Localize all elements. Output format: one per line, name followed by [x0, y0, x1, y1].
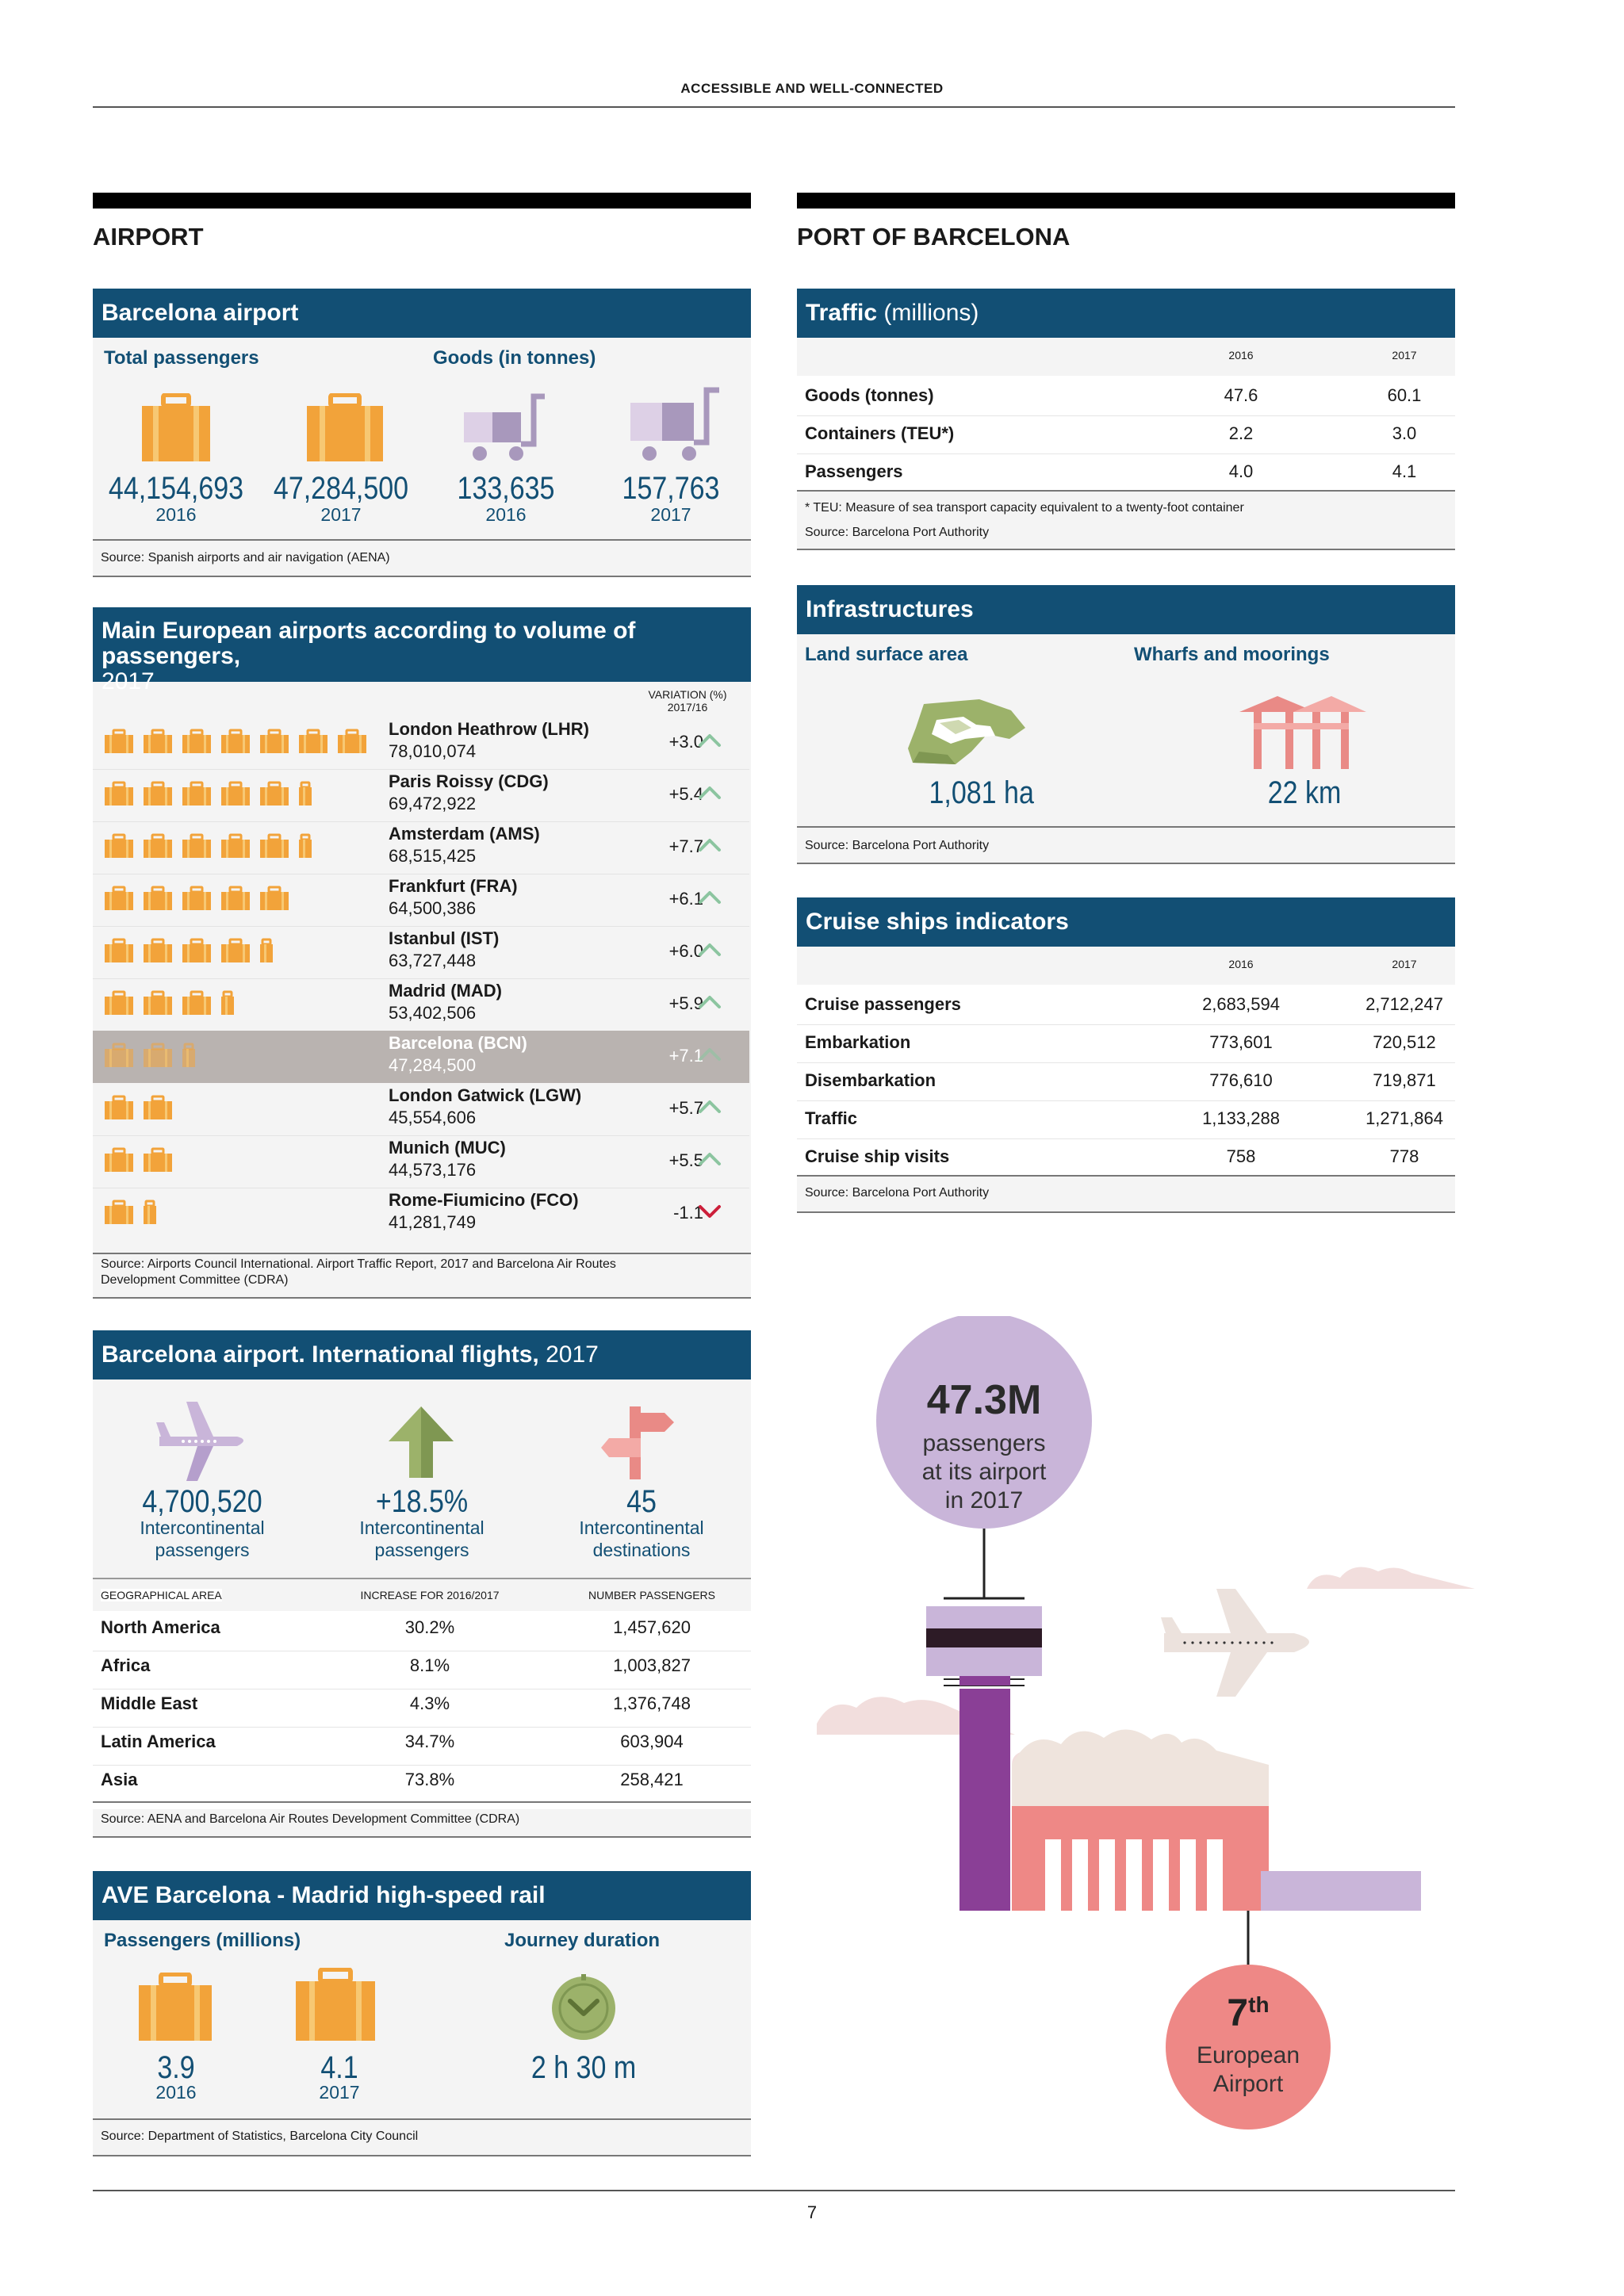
- column-header-passengers: NUMBER PASSENGERS: [588, 1589, 715, 1601]
- bubble-line: at its airport: [921, 1459, 1047, 1485]
- goods-2017-value: 157,763: [622, 471, 720, 506]
- traffic-2016: 47.6: [1224, 385, 1258, 405]
- suitcase-icon: [143, 781, 173, 806]
- suitcase-icon: [104, 1200, 134, 1225]
- cruise-panel: [797, 897, 1455, 1213]
- airport-name: Paris Roissy (CDG): [389, 771, 549, 791]
- goods-label: Goods (in tonnes): [433, 347, 596, 369]
- intercontinental-growth-value: +18.5%: [375, 1484, 469, 1519]
- area-passengers: 603,904: [620, 1732, 684, 1751]
- airport-row: [93, 769, 749, 821]
- row-divider: [797, 415, 1455, 416]
- divider: [93, 2118, 751, 2120]
- barcelona-airport-panel: [93, 289, 751, 577]
- cruise-2016: 1,133,288: [1202, 1108, 1280, 1128]
- port-map-icon: [908, 696, 1027, 767]
- airport-name: Rome-Fiumicino (FCO): [389, 1190, 579, 1210]
- area-passengers: 1,003,827: [613, 1655, 691, 1675]
- airport-name: London Heathrow (LHR): [389, 719, 589, 739]
- row-divider: [797, 1024, 1455, 1025]
- suitcase-icon: [220, 938, 251, 963]
- port-traffic-panel: [797, 289, 1455, 550]
- trend-up-icon: [694, 1042, 726, 1067]
- bubble-line: in 2017: [944, 1487, 1024, 1513]
- source-note: Source: Spanish airports and air navigation (AENA): [101, 551, 390, 564]
- source-note: Source: Barcelona Port Authority: [805, 1186, 990, 1200]
- rank-number: [1166, 1992, 1331, 2035]
- trend-up-icon: [694, 989, 726, 1015]
- trend-up-icon: [694, 1146, 726, 1172]
- suitcase-icon: [104, 990, 134, 1016]
- row-divider: [93, 769, 749, 770]
- row-divider: [797, 453, 1455, 454]
- airport-passengers: 44,573,176: [389, 1160, 477, 1180]
- divider: [93, 1578, 751, 1579]
- journey-duration-value: 2 h 30 m: [530, 2050, 637, 2085]
- intercontinental-destinations-value: 45: [626, 1484, 657, 1519]
- goods-2017-year: 2017: [650, 504, 691, 525]
- suitcase-icon: [182, 833, 212, 859]
- traffic-label: Containers (TEU*): [805, 423, 955, 443]
- suitcase-icon: [259, 781, 289, 806]
- traffic-2017: 4.1: [1392, 461, 1417, 481]
- row-divider: [93, 1135, 749, 1136]
- stat-label: Intercontinental: [579, 1517, 704, 1538]
- cruise-2017: 719,871: [1373, 1070, 1436, 1090]
- ave-rail-panel: [93, 1871, 751, 2156]
- airport-row: [93, 978, 749, 1031]
- section-title-airport: AIRPORT: [93, 223, 204, 251]
- suitcase-icon: [259, 938, 274, 963]
- suitcase-icon: [143, 938, 173, 963]
- panel-title: Infrastructures: [797, 585, 1455, 634]
- suitcase-icon: [104, 781, 134, 806]
- airport-variation: +5.4: [668, 784, 703, 804]
- area-name: North America: [101, 1617, 220, 1637]
- year-header-2017: 2017: [1392, 349, 1417, 362]
- suitcase-icon: [104, 833, 134, 859]
- suitcase-icon: [143, 886, 173, 911]
- running-head: ACCESSIBLE AND WELL-CONNECTED: [680, 81, 944, 96]
- suitcase-icon: [140, 393, 212, 463]
- suitcase-icon: [220, 729, 251, 754]
- cruise-2017: 1,271,864: [1365, 1108, 1443, 1128]
- stat-label: destinations: [592, 1540, 691, 1560]
- airport-variation: +3.0: [668, 732, 703, 752]
- suitcase-icon: [220, 833, 251, 859]
- passengers-millions-label: Passengers (millions): [104, 1930, 301, 1951]
- wharfs-value: 22 km: [1267, 775, 1342, 810]
- suitcase-icon: [220, 781, 251, 806]
- row-divider: [93, 1765, 751, 1766]
- airport-variation: +5.7: [668, 1098, 703, 1118]
- source-note: Source: AENA and Barcelona Air Routes Development Committee (CDRA): [101, 1812, 520, 1826]
- rail-passengers-2017-value: 4.1: [320, 2050, 358, 2085]
- suitcase-icon: [104, 1147, 134, 1173]
- airport-passengers: 78,010,074: [389, 741, 477, 761]
- suitcase-icon: [137, 1973, 213, 2042]
- suitcase-icon: [143, 1147, 173, 1173]
- area-increase: 34.7%: [404, 1732, 455, 1751]
- panel-title: Barcelona airport: [93, 289, 751, 338]
- cruise-label: Cruise passengers: [805, 994, 961, 1014]
- trend-up-icon: [694, 832, 726, 858]
- footnote: * TEU: Measure of sea transport capacity equivalent to a twenty-foot container: [805, 501, 1244, 515]
- airport-passengers: 45,554,606: [389, 1108, 477, 1127]
- rail-passengers-2016-year: 2016: [155, 2082, 197, 2103]
- source-note-cont: Development Committee (CDRA): [101, 1273, 289, 1287]
- journey-duration-label: Journey duration: [504, 1930, 661, 1951]
- airport-row: [93, 874, 749, 926]
- bubble-value: 47.3M: [926, 1377, 1042, 1423]
- row-divider: [93, 978, 749, 979]
- airport-name: London Gatwick (LGW): [389, 1085, 582, 1105]
- source-note: Source: Airports Council International. Airport Traffic Report, 2017 and Barcelona Air Routes: [101, 1257, 616, 1271]
- suitcase-icon: [182, 1043, 196, 1068]
- suitcase-icon: [182, 990, 212, 1016]
- cruise-label: Traffic: [805, 1108, 858, 1128]
- suitcase-icon: [143, 729, 173, 754]
- stat-label: passengers: [155, 1540, 250, 1560]
- passengers-2017-year: 2017: [320, 504, 362, 525]
- airport-variation: +7.7: [668, 836, 703, 856]
- airport-variation: +5.5: [668, 1150, 703, 1170]
- cruise-label: Cruise ship visits: [805, 1146, 950, 1166]
- trend-down-icon: [694, 1199, 726, 1224]
- year-header-2017: 2017: [1392, 958, 1417, 970]
- trend-up-icon: [694, 1094, 726, 1119]
- rail-passengers-2016-value: 3.9: [157, 2050, 195, 2085]
- airport-row: [93, 821, 749, 874]
- airport-passengers: 63,727,448: [389, 951, 477, 970]
- suitcase-icon: [298, 781, 312, 806]
- airport-row: [93, 1135, 749, 1188]
- cruise-label: Embarkation: [805, 1032, 911, 1052]
- airport-row: [93, 1031, 749, 1083]
- stat-label: Intercontinental: [359, 1517, 485, 1538]
- trend-up-icon: [694, 885, 726, 910]
- airport-name: Frankfurt (FRA): [389, 876, 518, 896]
- area-name: Middle East: [101, 1693, 198, 1713]
- source-note: Source: Barcelona Port Authority: [805, 526, 990, 539]
- section-bar-port: [797, 193, 1455, 209]
- wharfs-label: Wharfs and moorings: [1134, 644, 1330, 665]
- suitcase-icon: [104, 938, 134, 963]
- trend-up-icon: [694, 728, 726, 753]
- cruise-2017: 720,512: [1373, 1032, 1436, 1052]
- signpost-icon: [601, 1403, 674, 1481]
- traffic-label: Goods (tonnes): [805, 385, 934, 405]
- row-divider: [797, 1062, 1455, 1063]
- airport-passengers: 53,402,506: [389, 1003, 477, 1023]
- panel-title-year: 2017: [102, 668, 155, 695]
- suitcase-icon: [298, 833, 312, 859]
- airport-name: Madrid (MAD): [389, 981, 502, 1001]
- area-passengers: 1,376,748: [613, 1693, 691, 1713]
- area-passengers: 1,457,620: [613, 1617, 691, 1637]
- cruise-2016: 2,683,594: [1202, 994, 1280, 1014]
- divider: [93, 539, 751, 541]
- airport-passengers: 68,515,425: [389, 846, 477, 866]
- area-increase: 30.2%: [404, 1617, 455, 1637]
- suitcase-icon: [337, 729, 367, 754]
- source-note: Source: Department of Statistics, Barcelona City Council: [101, 2130, 419, 2143]
- cargo-trolley-icon: [462, 390, 550, 461]
- suitcase-icon: [259, 886, 289, 911]
- up-arrow-icon: [387, 1405, 455, 1479]
- suitcase-icon: [220, 990, 235, 1016]
- panel-title-bold: Traffic: [806, 300, 878, 326]
- suitcase-icon: [143, 990, 173, 1016]
- airport-row: [93, 1188, 749, 1240]
- divider: [93, 1253, 751, 1254]
- row-divider: [93, 1727, 751, 1728]
- panel-title: Cruise ships indicators: [797, 897, 1455, 947]
- airport-passengers: 64,500,386: [389, 898, 477, 918]
- cruise-2016: 773,601: [1209, 1032, 1273, 1052]
- airport-variation: +6.1: [668, 889, 703, 909]
- airport-passengers: 47,284,500: [389, 1055, 477, 1075]
- airport-row: [93, 1083, 749, 1135]
- header-rule: [93, 106, 1455, 108]
- trend-up-icon: [694, 780, 726, 806]
- variation-header-period: 2017/16: [667, 701, 708, 714]
- cloud-shape: [1307, 1567, 1475, 1589]
- cargo-trolley-icon: [629, 384, 724, 463]
- suitcase-icon: [104, 1095, 134, 1120]
- land-surface-value: 1,081 ha: [929, 775, 1034, 810]
- traffic-2017: 60.1: [1387, 385, 1422, 405]
- source-note: Source: Barcelona Port Authority: [805, 839, 990, 852]
- cruise-2016: 776,610: [1209, 1070, 1273, 1090]
- suitcase-icon: [182, 886, 212, 911]
- rail-passengers-2017-year: 2017: [319, 2082, 360, 2103]
- traffic-2016: 4.0: [1228, 461, 1254, 481]
- divider: [797, 826, 1455, 828]
- area-increase: 8.1%: [409, 1655, 450, 1675]
- suitcase-icon: [143, 1095, 173, 1120]
- airport-name: Istanbul (IST): [389, 928, 500, 948]
- airport-variation: +7.1: [668, 1046, 703, 1066]
- section-bar-airport: [93, 193, 751, 209]
- airport-row: [93, 717, 749, 769]
- area-passengers: 258,421: [620, 1770, 684, 1789]
- row-divider: [93, 926, 749, 927]
- trend-up-icon: [694, 937, 726, 962]
- rank-line: Airport: [1212, 2071, 1284, 2097]
- traffic-2016: 2.2: [1228, 423, 1254, 443]
- airport-name: Barcelona (BCN): [389, 1033, 527, 1053]
- terminal-building: [1012, 1729, 1421, 1911]
- traffic-2017: 3.0: [1392, 423, 1417, 443]
- passengers-2017-value: 47,284,500: [273, 471, 409, 506]
- variation-header: VARIATION (%): [648, 688, 727, 701]
- divider: [93, 1801, 751, 1803]
- infrastructures-panel: [797, 585, 1455, 864]
- suitcase-icon: [305, 393, 385, 463]
- stat-label: Intercontinental: [140, 1517, 265, 1538]
- column-header-area: GEOGRAPHICAL AREA: [101, 1589, 222, 1601]
- cruise-2017: 778: [1389, 1146, 1419, 1166]
- suitcase-icon: [298, 729, 328, 754]
- area-increase: 4.3%: [409, 1693, 450, 1713]
- airport-passengers: 41,281,749: [389, 1212, 477, 1232]
- passengers-2016-year: 2016: [155, 504, 197, 525]
- year-header-2016: 2016: [1228, 349, 1254, 362]
- airport-passengers: 69,472,922: [389, 794, 477, 813]
- intercontinental-passengers-value: 4,700,520: [142, 1484, 262, 1519]
- row-divider: [797, 1138, 1455, 1139]
- area-name: Latin America: [101, 1732, 216, 1751]
- panel-title-bold: Main European airports according to volume of passengers,: [102, 618, 636, 669]
- rank-line: European: [1196, 2042, 1300, 2068]
- suitcase-icon: [104, 729, 134, 754]
- stat-label: passengers: [374, 1540, 469, 1560]
- suitcase-icon: [143, 1200, 157, 1225]
- land-surface-label: Land surface area: [805, 644, 968, 665]
- suitcase-icon: [182, 729, 212, 754]
- passengers-2016-value: 44,154,693: [108, 471, 244, 506]
- airport-variation: +6.0: [668, 941, 703, 961]
- suitcase-icon: [259, 833, 289, 859]
- total-passengers-label: Total passengers: [104, 347, 259, 369]
- row-divider: [93, 821, 749, 822]
- airport-variation: -1.1: [673, 1203, 703, 1223]
- panel-title-bold: Barcelona airport. International flights,: [102, 1341, 539, 1368]
- suitcase-icon: [182, 781, 212, 806]
- panel-title: AVE Barcelona - Madrid high-speed rail: [93, 1871, 751, 1920]
- suitcase-icon: [220, 886, 251, 911]
- airplane-icon: [156, 1399, 251, 1486]
- suitcase-icon: [104, 886, 134, 911]
- airplane-shape: [1161, 1589, 1309, 1697]
- international-flights-panel: [93, 1330, 751, 1838]
- cruise-2017: 2,712,247: [1365, 994, 1443, 1014]
- area-name: Africa: [101, 1655, 151, 1675]
- divider: [797, 490, 1455, 492]
- panel-title: [797, 289, 1455, 338]
- airport-row: [93, 926, 749, 978]
- goods-2016-value: 133,635: [457, 471, 555, 506]
- footer-rule: [93, 2190, 1455, 2191]
- section-title-port: PORT OF BARCELONA: [797, 223, 1071, 251]
- panel-title: [93, 1330, 751, 1380]
- airport-variation: +5.9: [668, 993, 703, 1013]
- page-number: 7: [806, 2202, 818, 2222]
- suitcase-icon: [182, 938, 212, 963]
- cruise-label: Disembarkation: [805, 1070, 936, 1090]
- suitcase-icon: [143, 1043, 173, 1068]
- area-increase: 73.8%: [404, 1770, 455, 1789]
- airport-name: Munich (MUC): [389, 1138, 506, 1158]
- suitcase-icon: [294, 1968, 377, 2042]
- divider: [797, 1175, 1455, 1177]
- port-crane-icon: [1238, 691, 1368, 771]
- clock-icon: [550, 1974, 618, 2042]
- suitcase-icon: [143, 833, 173, 859]
- row-divider: [797, 1100, 1455, 1101]
- area-name: Asia: [101, 1770, 138, 1789]
- traffic-label: Passengers: [805, 461, 903, 481]
- suitcase-icon: [104, 1043, 134, 1068]
- year-header-2016: 2016: [1228, 958, 1254, 970]
- bubble-line: passengers: [922, 1430, 1046, 1456]
- column-header-increase: INCREASE FOR 2016/2017: [360, 1589, 500, 1601]
- rank-main: 7: [1227, 1992, 1249, 2034]
- suitcase-icon: [259, 729, 289, 754]
- panel-title-unit: (millions): [883, 300, 979, 326]
- rank-suffix: th: [1248, 1992, 1270, 2017]
- goods-2016-year: 2016: [485, 504, 527, 525]
- airport-name: Amsterdam (AMS): [389, 824, 540, 844]
- cruise-2016: 758: [1226, 1146, 1256, 1166]
- panel-title-year: 2017: [546, 1341, 599, 1368]
